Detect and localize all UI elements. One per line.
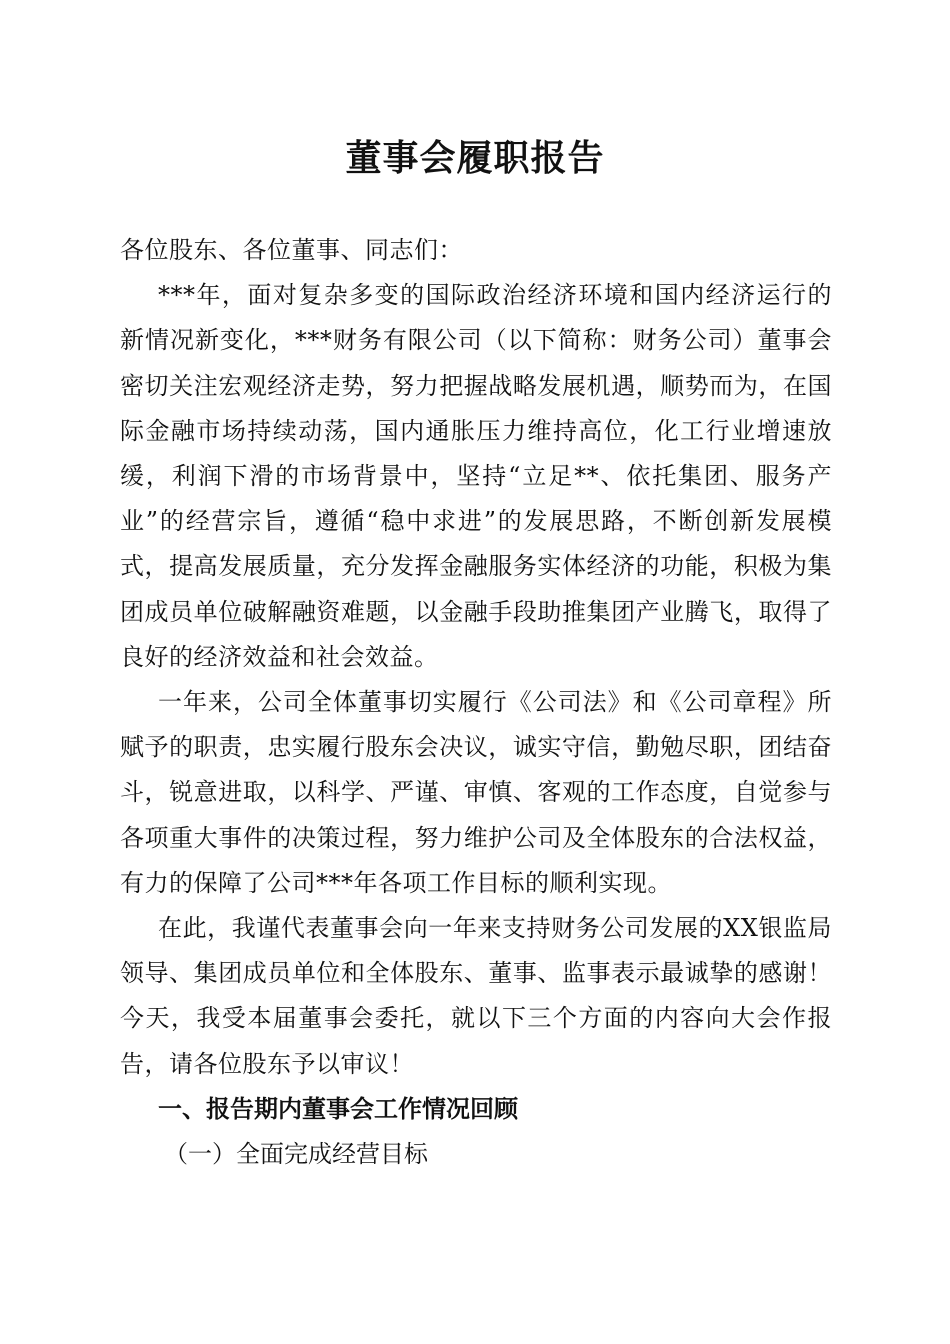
- section-heading: 一、报告期内董事会工作情况回顾: [158, 1094, 518, 1123]
- document-title: 董事会履职报告: [345, 137, 605, 179]
- subsection-heading: （一）全面完成经营目标: [164, 1140, 428, 1169]
- paragraph-2: 一年来，公司全体董事切实履行《公司法》和《公司章程》所赋予的职责，忠实履行股东会决议，诚实守信，勤勉尽职，团结奋斗，锐意进取，以科学、严谨、审慎、客观的工作态度，自觉参与各项重大事件的决策过程，努力维护公司及全体股东的合法权益，有力的保障了公司***年各项工作目标的顺利实现。: [120, 688, 832, 897]
- salutation: 各位股东、各位董事、同志们：: [120, 236, 463, 264]
- document-body: [120, 228, 832, 1177]
- paragraph-1: ***年，面对复杂多变的国际政治经济环境和国内经济运行的新情况新变化，***财务有限公司（以下简称：财务公司）董事会密切关注宏观经济走势，努力把握战略发展机遇，顺势而为，在国际金融市场持续动荡，国内通胀压力维持高位，化工行业增速放缓，利润下滑的市场背景中，坚持“立足**、依托集团、服务产业”的经营宗旨，遵循“稳中求进”的发展思路，不断创新发展模式，提高发展质量，充分发挥金融服务实体经济的功能，积极为集团成员单位破解融资难题，以金融手段助推集团产业腾飞，取得了良好的经济效益和社会效益。: [120, 281, 832, 671]
- paragraph-3: 在此，我谨代表董事会向一年来支持财务公司发展的XX银监局领导、集团成员单位和全体股东、董事、监事表示最诚挚的感谢！今天，我受本届董事会委托，就以下三个方面的内容向大会作报告，请各位股东予以审议！: [120, 914, 832, 1078]
